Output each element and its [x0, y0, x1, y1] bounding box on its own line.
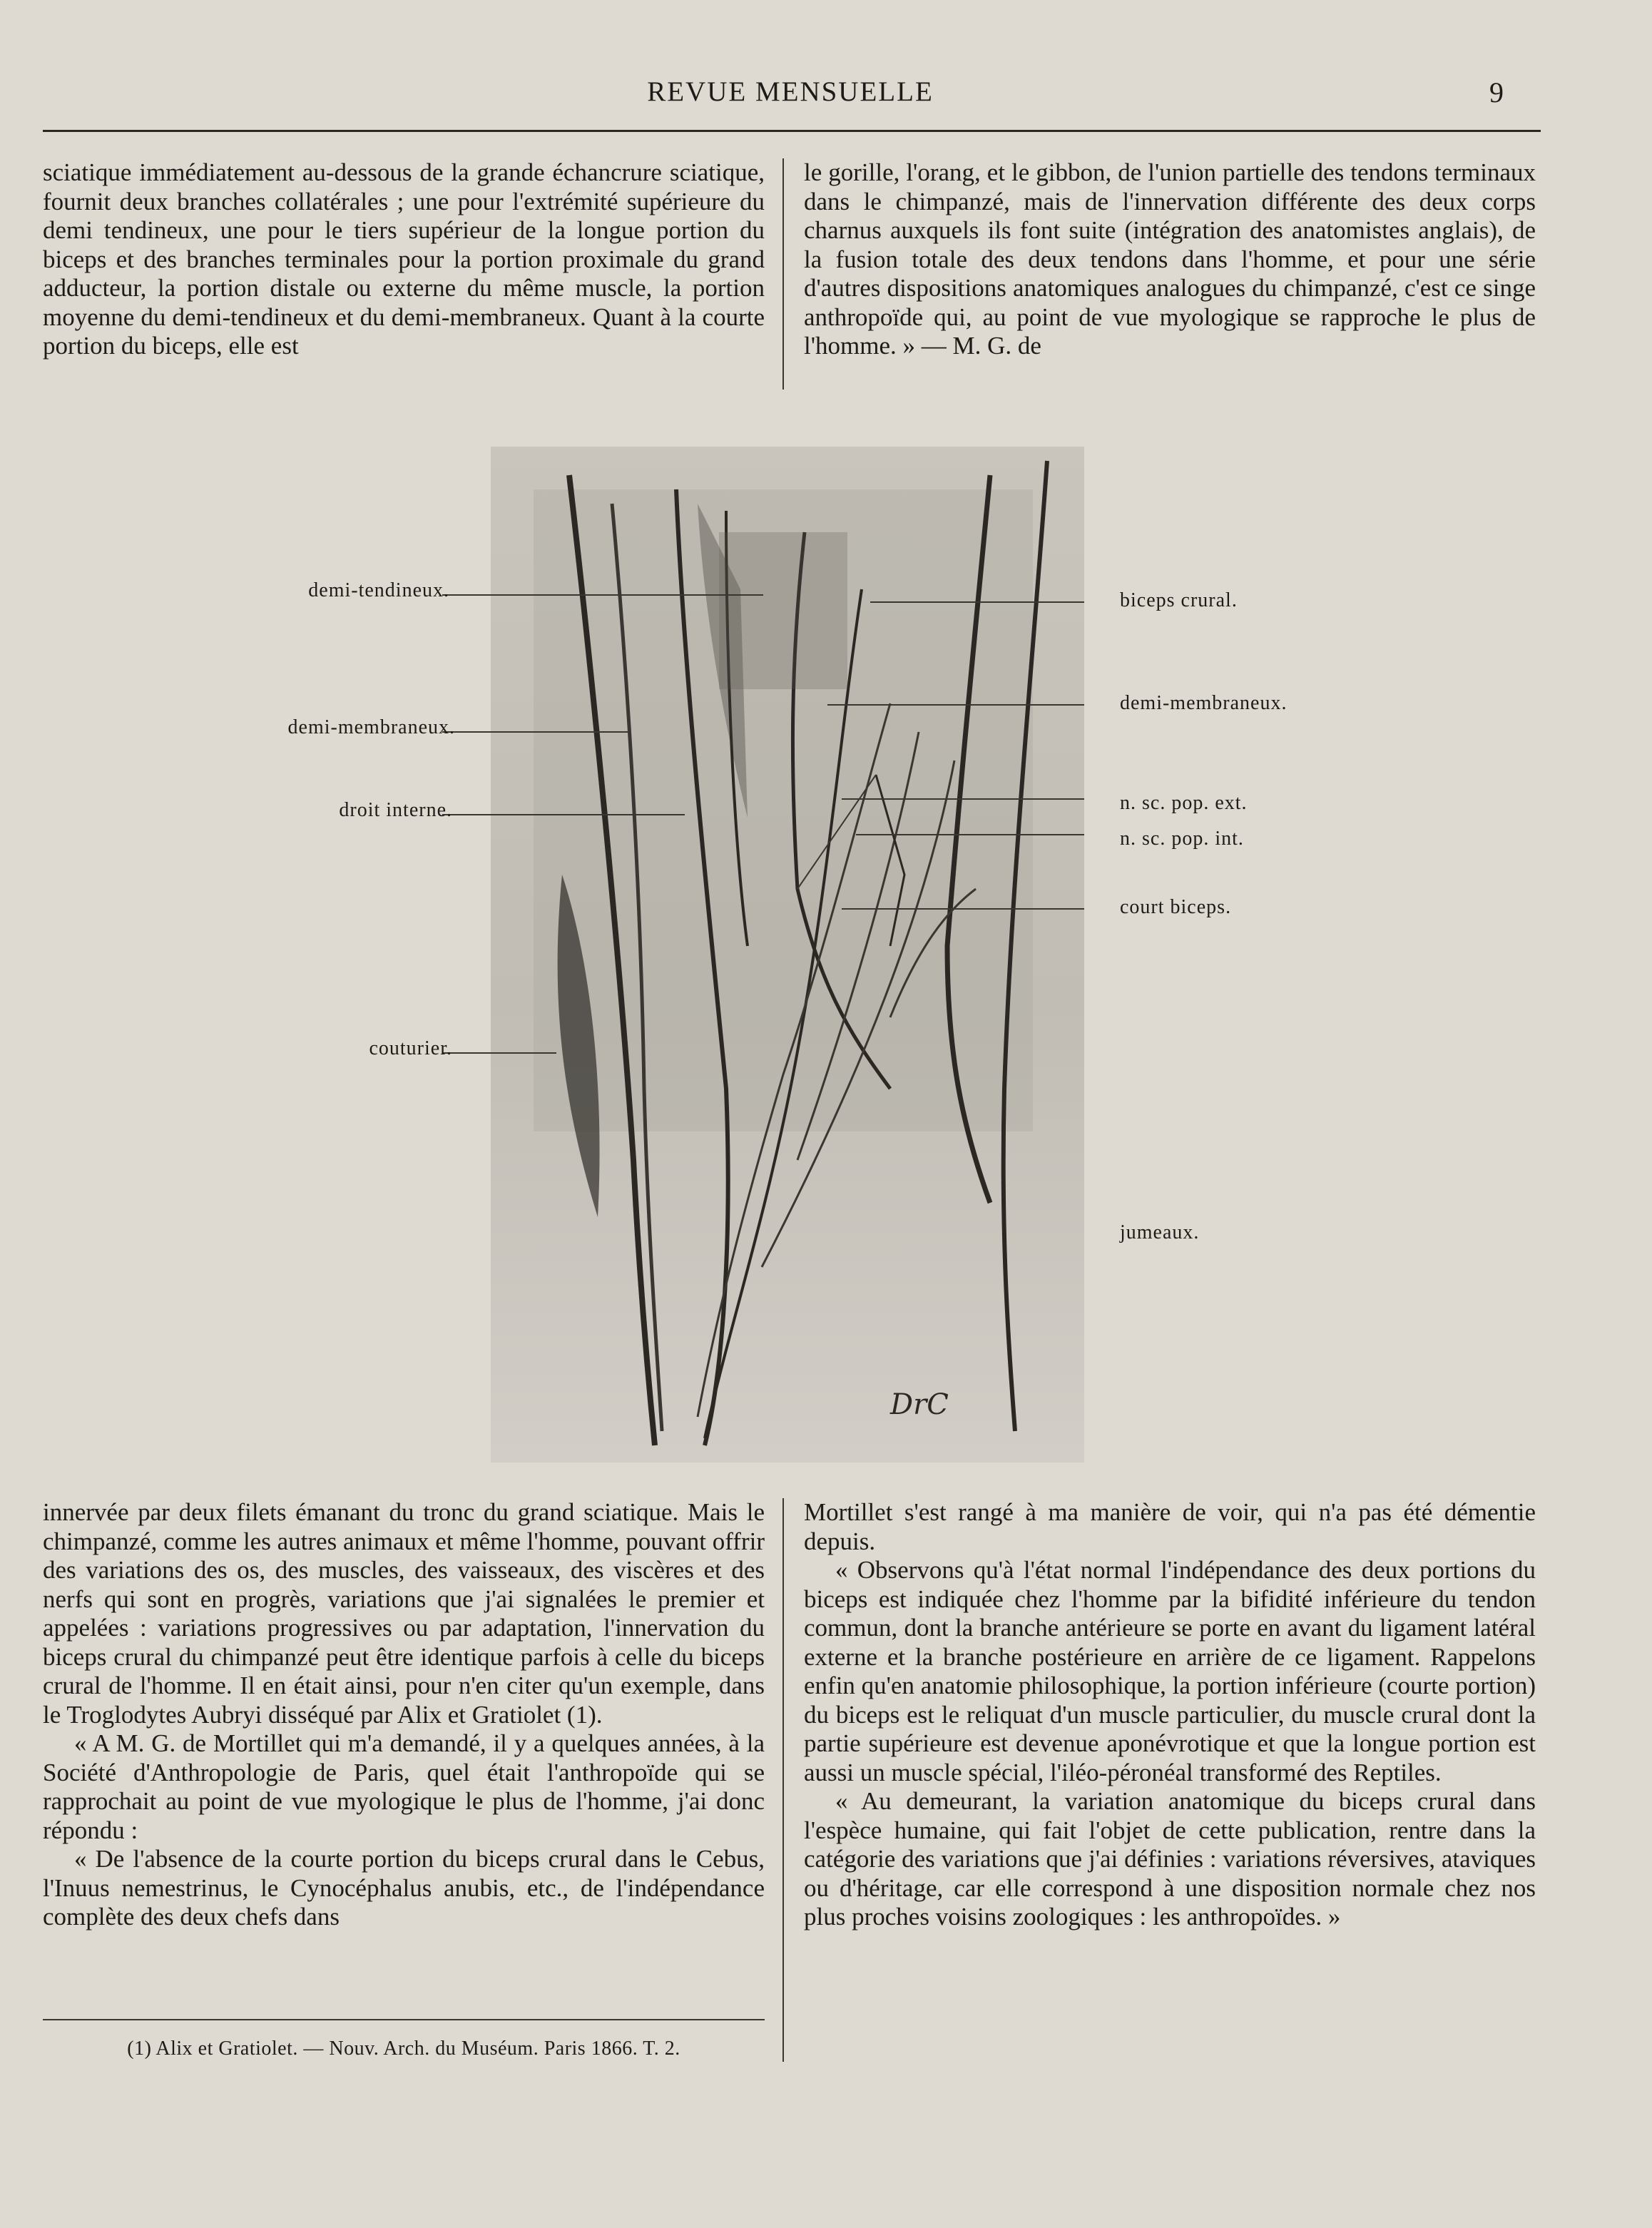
- paragraph: sciatique immédiatement au-dessous de la grande échancrure sciatique, fournit deux branches collatérales ; une pour l'extrémité supérieure du demi tendineux, une pour le tiers supérieur de la longue portion du biceps et des branches terminales pour la portion proximale du grand adducteur, la portion distale ou externe du même muscle, la portion moyenne du demi-tendineux et du demi-membraneux. Quant à la courte portion du biceps, elle est: [43, 158, 765, 360]
- footnote-rule: [43, 2019, 765, 2020]
- page-number: 9: [1489, 76, 1504, 108]
- figure-label: n. sc. pop. ext.: [1120, 792, 1248, 814]
- paragraph: le gorille, l'orang, et le gibbon, de l'union partielle des tendons terminaux dans le chimpanzé, mais de l'innervation différente des deux corps charnus auxquels ils font suite (intégration des anatomistes anglais), de la fusion totale des deux tendons dans l'homme, et pour une série d'autres dispositions anatomiques analogues du chimpanzé, c'est ce singe anthropoïde qui, au point de vue myologique se rapproche le plus de l'homme. » — M. G. de: [804, 158, 1536, 360]
- paragraph: Mortillet s'est rangé à ma manière de voir, qui n'a pas été démentie depuis.: [804, 1498, 1536, 1555]
- paragraph: « A M. G. de Mortillet qui m'a demandé, il y a quelques années, à la Société d'Anthropologie de Paris, quel était l'anthropoïde qui se rapprochait au point de vue myologique le plus de l'homme, j'ai donc répondu :: [43, 1729, 765, 1844]
- figure-label: droit interne.: [339, 799, 452, 821]
- artist-signature: DrC: [890, 1388, 949, 1421]
- figure-label: demi-membraneux.: [287, 716, 455, 738]
- paragraph: « Au demeurant, la variation anatomique du biceps crural dans l'espèce humaine, qui fait l'objet de cette publication, rentre dans la catégorie des variations que j'ai définies : variations réversives, ataviques ou d'héritage, car elle correspond à une disposition normale chez nos plus proches voisins zoologiques : les anthropoïdes. »: [804, 1787, 1536, 1931]
- figure-label: n. sc. pop. int.: [1120, 828, 1244, 850]
- figure-label: court biceps.: [1120, 896, 1232, 918]
- header-rule: [43, 130, 1541, 132]
- footnote: (1) Alix et Gratiolet. — Nouv. Arch. du Muséum. Paris 1866. T. 2.: [127, 2038, 680, 2060]
- figure-label: demi-membraneux.: [1120, 692, 1288, 714]
- top-left-column: [43, 158, 765, 361]
- figure-label: demi-tendineux.: [308, 579, 449, 601]
- bottom-right-column: [804, 1498, 1536, 1932]
- paragraph: innervée par deux filets émanant du tronc du grand sciatique. Mais le chimpanzé, comme les autres animaux et même l'homme, pouvant offrir des variations des os, des muscles, des vaisseaux, des viscères et des nerfs qui sont en progrès, variations que j'ai signalées le premier et appelées : variations progressives ou par adaptation, l'innervation du biceps crural du chimpanzé peut être identique parfois à celle du biceps crural de l'homme. Il en était ainsi, pour n'en citer qu'un exemple, dans le Troglodytes Aubryi disséqué par Alix et Gratiolet (1).: [43, 1498, 765, 1729]
- paragraph: « De l'absence de la courte portion du biceps crural dans le Cebus, l'Inuus nemestrinus, le Cynocéphalus anubis, etc., de l'indépendance complète des deux chefs dans: [43, 1845, 765, 1931]
- leader-lines-right: [799, 592, 1127, 920]
- leader-lines-left: [442, 585, 770, 1070]
- figure-label: biceps crural.: [1120, 589, 1238, 611]
- figure-label: couturier.: [369, 1037, 452, 1059]
- figure-label: jumeaux.: [1120, 1221, 1200, 1243]
- column-rule: [782, 158, 784, 390]
- column-rule: [782, 1498, 784, 2062]
- bottom-left-column: [43, 1498, 765, 1932]
- top-right-column: [804, 158, 1536, 361]
- paragraph: « Observons qu'à l'état normal l'indépendance des deux portions du biceps est indiquée chez l'homme par la bifidité inférieure du tendon commun, dont la branche antérieure se porte en avant du ligament latéral externe et la branche postérieure en arrière de ce ligament. Rappelons enfin qu'en anatomie philosophique, la portion inférieure (courte portion) du biceps est le reliquat d'un muscle particulier, du muscle crural dont la partie supérieure est devenue aponévrotique et que la longue portion est aussi un muscle spécial, l'iléo-péronéal transformé des Reptiles.: [804, 1556, 1536, 1786]
- running-header: REVUE MENSUELLE: [647, 76, 934, 107]
